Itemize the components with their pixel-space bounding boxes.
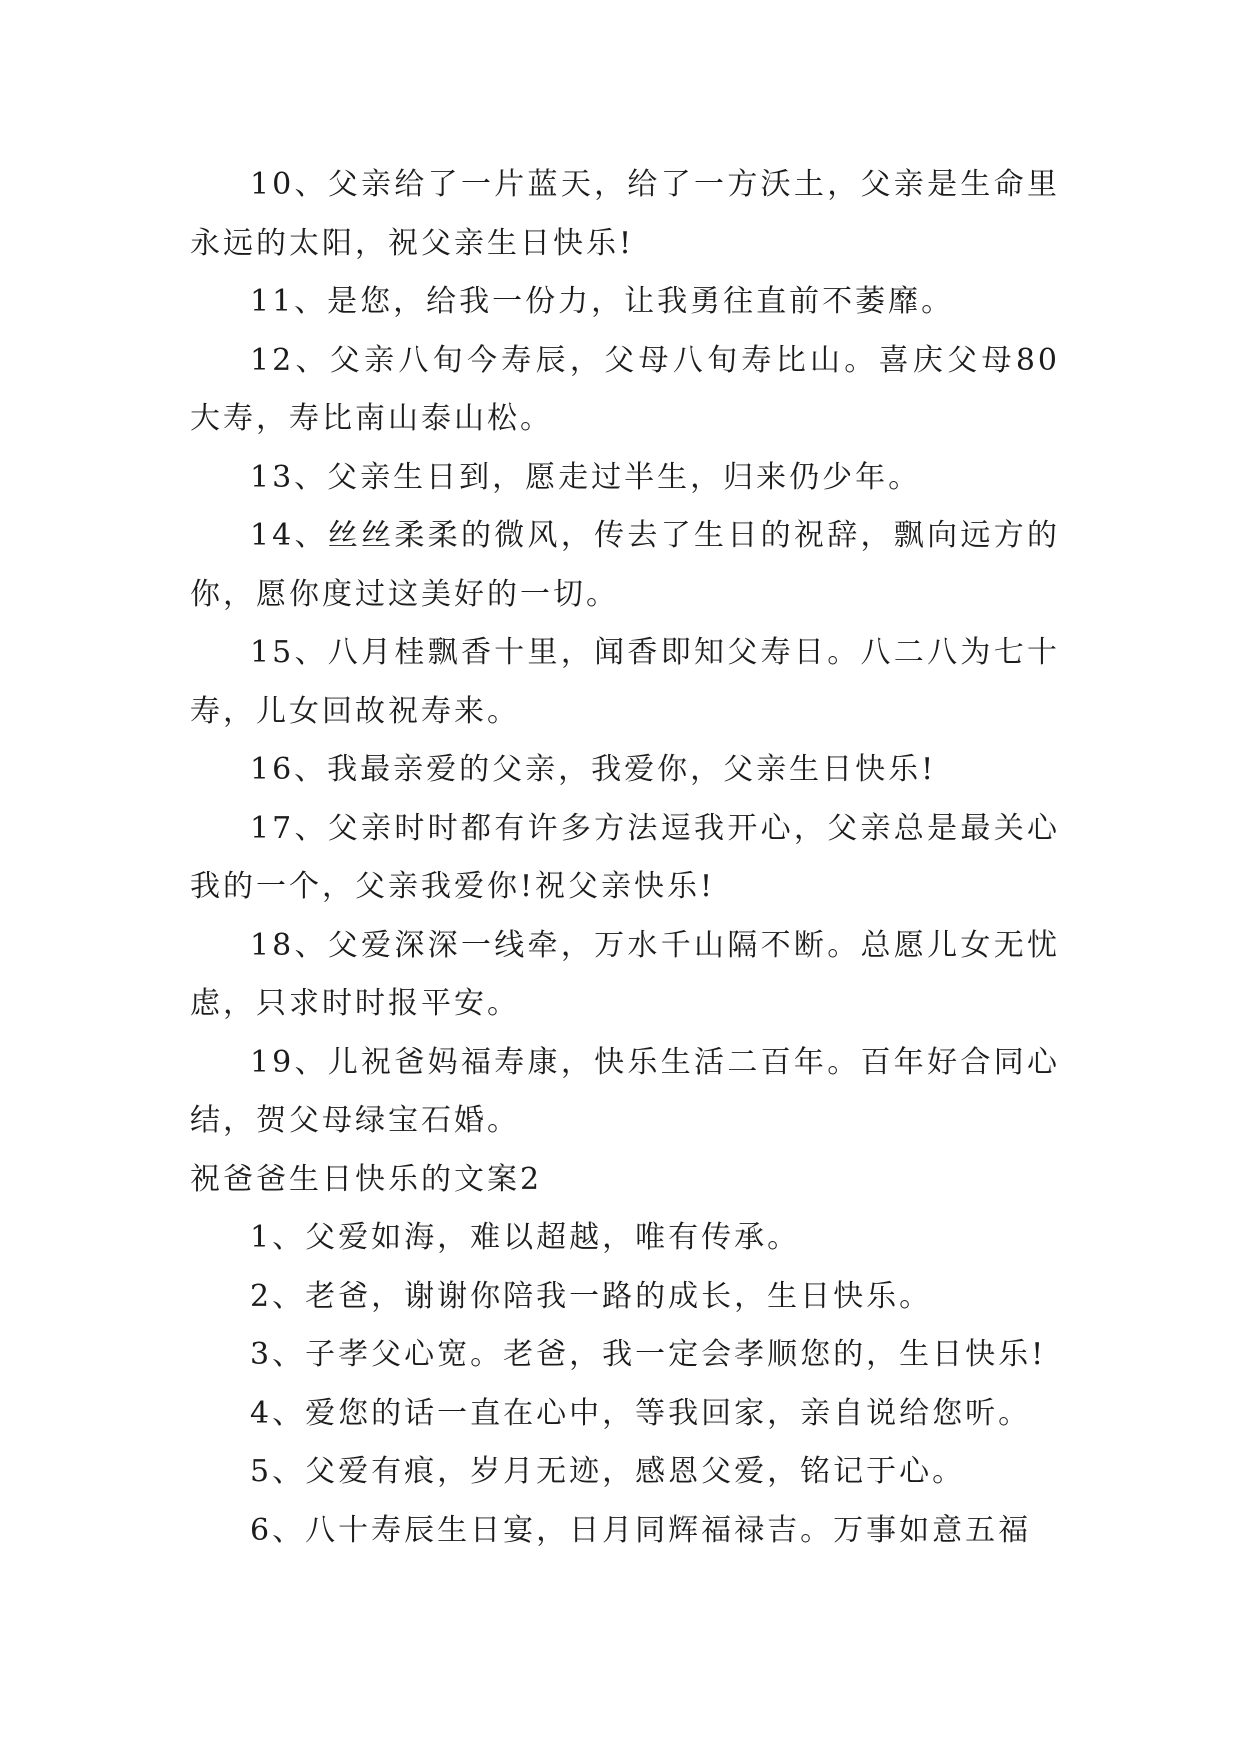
list-item: 6、八十寿辰生日宴，日月同辉福禄吉。万事如意五福 (250, 1512, 1032, 1548)
list-item: 5、父爱有痕，岁月无迹，感恩父爱，铭记于心。 (250, 1454, 966, 1489)
list-item: 18、父爱深深一线牵，万水千山隔不断。总愿儿女无忧虑，只求时时报平安。 (190, 927, 1060, 1021)
list-item: 13、父亲生日到，愿走过半生，归来仍少年。 (250, 459, 922, 495)
document-body (190, 156, 1060, 1560)
list-item: 4、爱您的话一直在心中，等我回家，亲自说给您听。 (250, 1395, 1032, 1431)
list-item: 12、父亲八旬今寿辰，父母八旬寿比山。喜庆父母80大寿，寿比南山泰山松。 (190, 342, 1060, 436)
list-item: 3、子孝父心宽。老爸，我一定会孝顺您的，生日快乐! (250, 1337, 1047, 1372)
list-item: 14、丝丝柔柔的微风，传去了生日的祝辞，飘向远方的你，愿你度过这美好的一切。 (190, 518, 1060, 612)
list-item: 15、八月桂飘香十里，闻香即知父寿日。八二八为七十寿，儿女回故祝寿来。 (190, 635, 1060, 729)
list-item: 2、老爸，谢谢你陪我一路的成长，生日快乐。 (250, 1278, 933, 1314)
section-heading: 祝爸爸生日快乐的文案2 (190, 1161, 543, 1197)
list-item: 19、儿祝爸妈福寿康，快乐生活二百年。百年好合同心结，贺父母绿宝石婚。 (190, 1044, 1060, 1138)
list-item: 17、父亲时时都有许多方法逗我开心，父亲总是最关心我的一个，父亲我爱你!祝父亲快乐! (190, 810, 1060, 904)
list-item: 1、父爱如海，难以超越，唯有传承。 (250, 1220, 801, 1255)
list-item: 16、我最亲爱的父亲，我爱你，父亲生日快乐! (250, 752, 937, 787)
list-item: 10、父亲给了一片蓝天，给了一方沃土，父亲是生命里永远的太阳，祝父亲生日快乐! (190, 167, 1060, 261)
list-item: 11、是您，给我一份力，让我勇往直前不萎靡。 (250, 284, 955, 319)
